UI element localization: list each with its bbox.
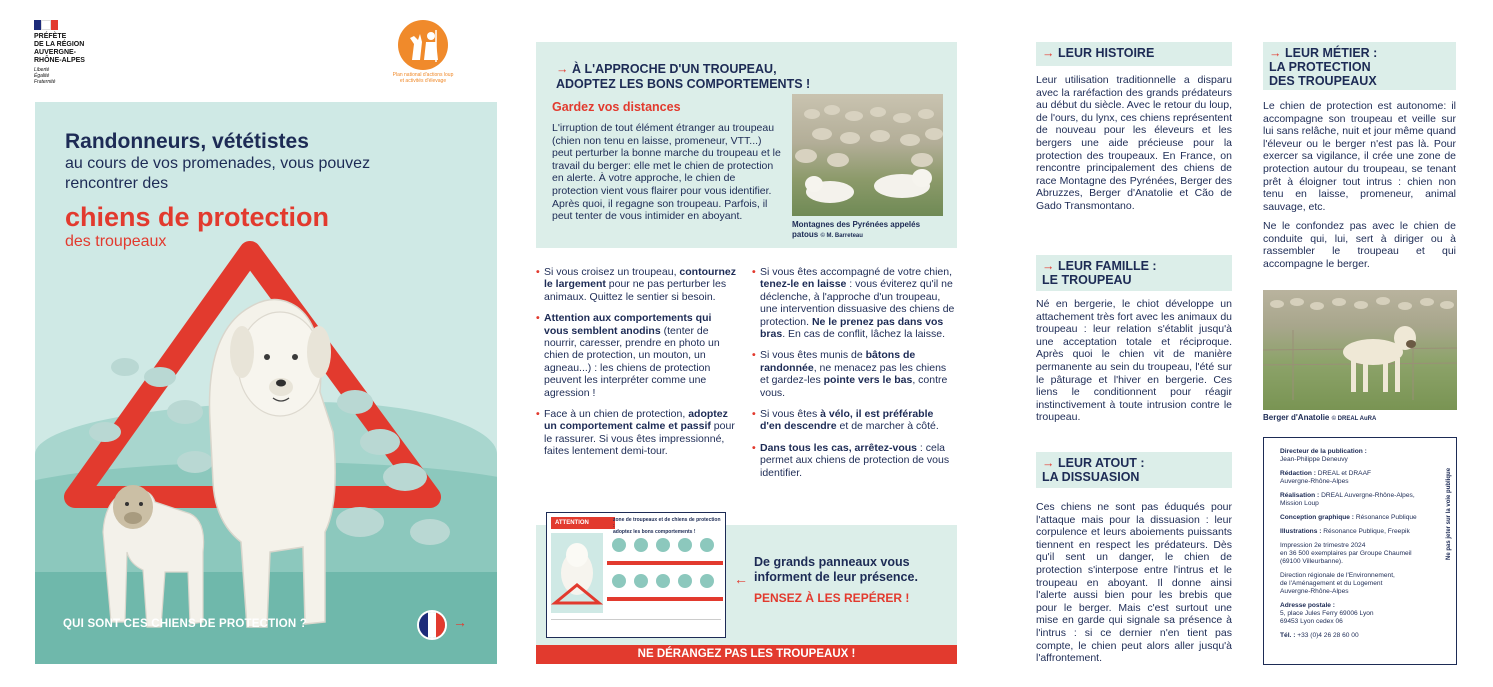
publication-credits [1263, 437, 1457, 665]
history-text: Leur utilisation traditionnelle a disparu avec la raréfaction des grands prédateurs au début du siècle. Avec le retour du loup, de l'ours, du lynx, ces chiens représentent de nouveau pour les éleveurs et les bergers une aide précieuse pour la protection des troupeaux. En France, on rencontre principalement des chiens de race Montagne des Pyrénées, Berger des Abruzzes, Berger d'Anatolie et Cão de Gado Transmontano. [1036, 74, 1232, 212]
cover-headline: chiens de protection [65, 202, 330, 232]
cover-headline-sub: des troupeaux [65, 233, 167, 250]
prefecture-name: PRÉFÈTE DE LA RÉGION AUVERGNE- RHÔNE-ALPES [34, 33, 85, 64]
plan-caption: Plan national d'actions loup et activités d'élevage [392, 72, 454, 84]
advice-item: • Face à un chien de protection, adoptez un comportement calme et passif pour le rassurer. Si vous êtes impressionné, faites lentement demi-tour. [536, 408, 736, 458]
poster-subtitle: zone de troupeaux et de chiens de protection : adoptez les bons comportements ! [613, 517, 721, 535]
deterrence-text: Ces chiens ne sont pas éduqués pour l'attaque mais pour la dissuasion : leur corpulence et leurs aboiements puissants tiennent en respect les prédateurs. Dès qu'il sent un danger, le chien de protection s'interpose entre l'intrus et le troupeau en aboyant. Il donne ainsi l'alerte aussi bien pour les brebis que pour le berger. Mais c'est surtout une mise en garde qui signale sa présence à l'intrus : si ce dernier n'en tient pas compte, le chien peut alors aller jusqu'à l'affrontement. [1036, 501, 1232, 665]
advice-item: • Si vous êtes à vélo, il est préférable d'en descendre et de marcher à côté. [752, 408, 957, 433]
signs-section [536, 516, 957, 645]
warning-sign-thumbnail [546, 512, 726, 638]
arrow-icon: → [556, 62, 572, 76]
plan-loup-logo [383, 20, 463, 84]
arrow-icon: → [1042, 456, 1058, 470]
credit-line: Réalisation : DREAL Auvergne-Rhône-Alpes, Mission Loup [1280, 492, 1415, 507]
deterrence-heading: → LEUR ATOUT : LA DISSUASION [1036, 452, 1232, 488]
left-arrow-icon: ← [734, 571, 748, 587]
photo1-caption: Montagnes des Pyrénées appelés patous © M. Barreteau [792, 220, 921, 239]
large-dog-illustration [210, 300, 336, 628]
advice-item: • Si vous êtes accompagné de votre chien, tenez-le en laisse : vous éviterez qu'il ne déclenche, à l'approche d'un troupeau, une intervention dissuasive des chiens de protection. Ne le prenez pas dans vos bras. En cas de conflit, lâchez la laisse. [752, 266, 957, 340]
poster-pictograms [607, 535, 723, 615]
credit-line: Adresse postale : 5, place Jules Ferry 69006 Lyon 69453 Lyon cedex 06 [1280, 602, 1374, 625]
approach-title: → À L'APPROCHE D'UN TROUPEAU, ADOPTEZ LES BONS COMPORTEMENTS ! [556, 62, 811, 91]
advice-item: • Dans tous les cas, arrêtez-vous : cela permet aux chiens de protection de vous identifier. [752, 442, 957, 479]
advice-item: • Si vous êtes munis de bâtons de randonnée, ne menacez pas les chiens et gardez-les pointe vers le bas, contre vous. [752, 349, 957, 399]
credit-line: Illustrations : Résonance Publique, Freepik [1280, 528, 1410, 535]
next-arrow-icon: → [453, 614, 467, 630]
cover-subtitle: au cours de vos promenades, vous pouvez rencontrer des [65, 155, 371, 192]
french-flag-icon [417, 610, 447, 640]
family-text: Né en bergerie, le chiot développe un attachement très fort avec les animaux du troupeau : leur relation s'établit jusqu'à une acceptation totale et réciproque. Après quoi le chien vit de manière permanente au sein du troupeau, l'été sur le pâturage et l'hiver en bergerie. Ces liens le conditionnent pour réagir instinctivement à toute intrusion contre le troupeau. [1036, 298, 1232, 424]
prefecture-logo [34, 20, 104, 85]
advice-list-left [536, 266, 736, 467]
signs-text: De grands panneaux vous informent de leur présence. [754, 555, 918, 584]
job-heading: → LEUR MÉTIER : LA PROTECTION DES TROUPEAUX [1263, 42, 1456, 90]
family-heading: → LEUR FAMILLE : LE TROUPEAU [1036, 255, 1232, 291]
history-heading: → LEUR HISTOIRE [1036, 42, 1232, 66]
poster-dog-image [551, 533, 603, 613]
french-flag-icon [34, 20, 58, 30]
job-text: Le chien de protection est autonome: il accompagne son troupeau et veille sur lui sans relâche, nuit et jour même quand l'éleveur ou le berger n'est pas là. Pour exercer sa vigilance, il crée une zone de protection autour du troupeau, se tenant prêt à éloigner tout intrus : chien non tenu en laisse, promeneur, animal sauvage, etc. [1263, 100, 1456, 213]
arrow-icon: → [1042, 46, 1058, 60]
signs-cta: PENSEZ À LES REPÉRER ! [754, 591, 910, 605]
advice-item: • Si vous croisez un troupeau, contournez le largement pour ne pas perturber les animaux. Quittez le sentier si besoin. [536, 266, 736, 303]
anatolian-shepherd-photo [1263, 290, 1457, 410]
wolf-shepherd-icon [398, 20, 448, 70]
approach-section [536, 42, 957, 248]
advice-item: • Attention aux comportements qui vous semblent anodins (tenter de nourrir, caresser, prendre en photo un chien de protection, un mouton, un agneau...) : les chiens de protection peuvent les interpréter comme une agression ! [536, 312, 736, 399]
cover-title: Randonneurs, vététistes [65, 130, 309, 153]
bottom-banner: NE DÉRANGEZ PAS LES TROUPEAUX ! [536, 645, 957, 664]
poster-attention-label: ATTENTION [551, 517, 615, 529]
advice-list-right [752, 266, 957, 488]
cover-question: QUI SONT CES CHIENS DE PROTECTION ? [63, 618, 308, 630]
cover-panel [35, 102, 497, 664]
vertical-note: Ne pas jeter sur la voie publique [1446, 467, 1452, 560]
credit-line: Rédaction : DREAL et DRAAF Auvergne-Rhône-Alpes [1280, 470, 1372, 485]
credit-line: Direction régionale de l'Environnement, de l'Aménagement et du Logement Auvergne-Rhône-Alpes [1280, 572, 1395, 595]
distances-title: Gardez vos distances [552, 100, 681, 114]
credit-line: Conception graphique : Résonance Publique [1280, 514, 1417, 521]
arrow-icon: → [1269, 46, 1285, 60]
pyrenees-dogs-photo [792, 94, 943, 216]
job-text-note: Ne le confondez pas avec le chien de conduite qui, lui, sert à diriger ou à rassembler le troupeau et qui accompagne le berger. [1263, 220, 1456, 270]
credit-line: Impression 2e trimestre 2024 en 36 500 exemplaires par Groupe Chaumeil (69100 Villeurbanne). [1280, 542, 1412, 565]
photo2-caption: Berger d'Anatolie © DREAL AuRA [1263, 413, 1377, 422]
credit-line: Directeur de la publication : Jean-Philippe Deneuvy [1280, 448, 1367, 463]
distances-text: L'irruption de tout élément étranger au troupeau (chien non tenu en laisse, promeneur, VTT...) peut perturber la bonne marche du troupeau et le travail du berger: elle met le chien de protection en alerte. À votre approche, le chien de protection vient vous flairer pour vous identifier. Après quoi, il regagne son troupeau. Parfois, il peut tenter de vous intimider en aboyant. [552, 122, 781, 223]
credit-line: Tél. : +33 (0)4 26 28 60 00 [1280, 632, 1359, 639]
poster-ici-label: ICI [595, 516, 608, 527]
arrow-icon: → [1042, 259, 1058, 273]
prefecture-motto: Liberté Égalité Fraternité [34, 67, 56, 85]
